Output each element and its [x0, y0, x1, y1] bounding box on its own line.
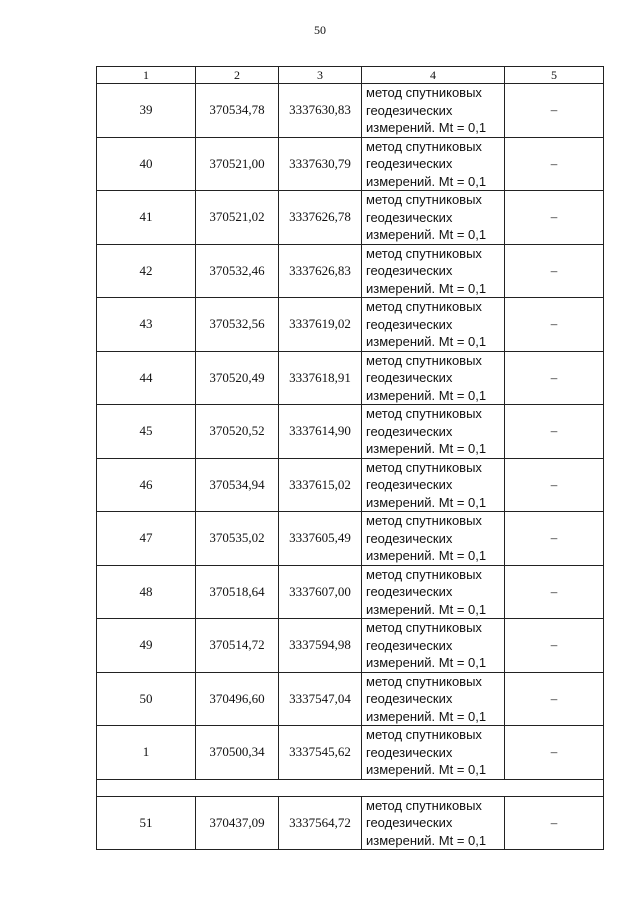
- column-5-cell: –: [505, 726, 604, 780]
- method-cell: [362, 298, 505, 352]
- column-5-cell: –: [505, 672, 604, 726]
- column-5-cell: –: [505, 458, 604, 512]
- table-row: [97, 244, 604, 298]
- point-number-cell: 51: [97, 796, 196, 850]
- header-col-3: 3: [279, 67, 362, 84]
- x-coordinate-cell: 370532,46: [196, 244, 279, 298]
- y-coordinate-cell: 3337607,00: [279, 565, 362, 619]
- point-number-cell: 41: [97, 191, 196, 245]
- y-coordinate-cell: 3337605,49: [279, 512, 362, 566]
- x-coordinate-cell: 370520,52: [196, 405, 279, 459]
- column-5-cell: –: [505, 796, 604, 850]
- column-5-cell: –: [505, 351, 604, 405]
- method-text-line: метод спутниковых: [366, 352, 482, 368]
- method-text-line: метод спутниковых: [366, 620, 482, 635]
- method-cell: [362, 137, 505, 191]
- method-text-line: геодезических: [366, 744, 453, 760]
- header-col-2: 2: [196, 67, 279, 84]
- x-coordinate-cell: 370518,64: [196, 565, 279, 619]
- table-row: [97, 672, 604, 726]
- point-number-cell: 39: [97, 84, 196, 138]
- y-coordinate-cell: 3337614,90: [279, 405, 362, 459]
- y-coordinate-cell: 3337626,78: [279, 191, 362, 245]
- method-text-line: измерений. Mt = 0,1: [366, 601, 487, 617]
- page-number: 50: [314, 23, 326, 37]
- section-gap-cell: [97, 779, 604, 796]
- method-text-line: метод спутниковых: [366, 673, 482, 689]
- y-coordinate-cell: 3337619,02: [279, 298, 362, 352]
- method-text-line: измерений. Mt = 0,1: [366, 494, 487, 510]
- method-text-line: измерений. Mt = 0,1: [366, 548, 487, 563]
- method-text-line: измерений. Mt = 0,1: [366, 387, 487, 403]
- y-coordinate-cell: 3337626,83: [279, 244, 362, 298]
- method-cell: [362, 84, 505, 138]
- method-cell: [362, 672, 505, 726]
- method-text-line: метод спутниковых: [366, 138, 482, 154]
- y-coordinate-cell: 3337564,72: [279, 796, 362, 850]
- method-text-line: геодезических: [366, 815, 453, 830]
- point-number-cell: 40: [97, 137, 196, 191]
- method-text-line: метод спутниковых: [366, 406, 482, 421]
- table-row: [97, 512, 604, 566]
- table-row: [97, 84, 604, 138]
- y-coordinate-cell: 3337618,91: [279, 351, 362, 405]
- x-coordinate-cell: 370534,78: [196, 84, 279, 138]
- x-coordinate-cell: 370521,00: [196, 137, 279, 191]
- table-row: [97, 726, 604, 780]
- method-cell: [362, 565, 505, 619]
- x-coordinate-cell: 370514,72: [196, 619, 279, 673]
- coordinates-table: [96, 66, 604, 850]
- method-text-line: метод спутниковых: [366, 299, 482, 314]
- point-number-cell: 49: [97, 619, 196, 673]
- method-text-line: геодезических: [366, 209, 453, 225]
- method-text-line: метод спутниковых: [366, 566, 482, 582]
- column-5-cell: –: [505, 84, 604, 138]
- method-text-line: измерений. Mt = 0,1: [366, 173, 487, 189]
- method-text-line: измерений. Mt = 0,1: [366, 280, 487, 296]
- table-row: [97, 565, 604, 619]
- method-text-line: геодезических: [366, 316, 453, 332]
- column-5-cell: –: [505, 298, 604, 352]
- method-text-line: измерений. Mt = 0,1: [366, 762, 487, 777]
- method-text-line: геодезических: [366, 370, 453, 385]
- x-coordinate-cell: 370520,49: [196, 351, 279, 405]
- method-text-line: измерений. Mt = 0,1: [366, 334, 487, 349]
- x-coordinate-cell: 370535,02: [196, 512, 279, 566]
- table-row: [97, 351, 604, 405]
- table-section-gap: [97, 779, 604, 796]
- y-coordinate-cell: 3337547,04: [279, 672, 362, 726]
- method-cell: [362, 191, 505, 245]
- column-5-cell: –: [505, 405, 604, 459]
- method-cell: [362, 726, 505, 780]
- method-text-line: геодезических: [366, 637, 453, 653]
- method-text-line: измерений. Mt = 0,1: [366, 655, 487, 670]
- table-row: [97, 458, 604, 512]
- table-row: [97, 191, 604, 245]
- method-cell: [362, 619, 505, 673]
- table-row: [97, 298, 604, 352]
- method-text-line: геодезических: [366, 477, 453, 492]
- method-cell: [362, 405, 505, 459]
- method-text-line: геодезических: [366, 584, 453, 599]
- x-coordinate-cell: 370534,94: [196, 458, 279, 512]
- method-text-line: измерений. Mt = 0,1: [366, 227, 487, 242]
- y-coordinate-cell: 3337594,98: [279, 619, 362, 673]
- point-number-cell: 1: [97, 726, 196, 780]
- x-coordinate-cell: 370500,34: [196, 726, 279, 780]
- method-text-line: метод спутниковых: [366, 513, 482, 528]
- column-5-cell: –: [505, 137, 604, 191]
- point-number-cell: 50: [97, 672, 196, 726]
- method-cell: [362, 244, 505, 298]
- method-text-line: измерений. Mt = 0,1: [366, 832, 487, 848]
- y-coordinate-cell: 3337545,62: [279, 726, 362, 780]
- header-col-4: 4: [362, 67, 505, 84]
- method-text-line: метод спутниковых: [366, 727, 482, 742]
- table-row: [97, 405, 604, 459]
- column-5-cell: –: [505, 512, 604, 566]
- table-row: [97, 796, 604, 850]
- column-5-cell: –: [505, 619, 604, 673]
- header-col-1: 1: [97, 67, 196, 84]
- point-number-cell: 47: [97, 512, 196, 566]
- method-text-line: геодезических: [366, 156, 453, 171]
- table-row: [97, 137, 604, 191]
- table-header-row: [97, 67, 604, 84]
- method-cell: [362, 351, 505, 405]
- coordinates-table-body: [97, 67, 604, 850]
- method-cell: [362, 458, 505, 512]
- method-text-line: метод спутниковых: [366, 459, 482, 475]
- method-text-line: геодезических: [366, 423, 453, 439]
- method-text-line: метод спутниковых: [366, 245, 482, 261]
- point-number-cell: 46: [97, 458, 196, 512]
- header-col-5: 5: [505, 67, 604, 84]
- method-text-line: геодезических: [366, 691, 453, 706]
- x-coordinate-cell: 370496,60: [196, 672, 279, 726]
- x-coordinate-cell: 370437,09: [196, 796, 279, 850]
- method-text-line: геодезических: [366, 530, 453, 546]
- x-coordinate-cell: 370532,56: [196, 298, 279, 352]
- point-number-cell: 45: [97, 405, 196, 459]
- method-text-line: метод спутниковых: [366, 85, 482, 100]
- method-cell: [362, 796, 505, 850]
- method-text-line: измерений. Mt = 0,1: [366, 441, 487, 456]
- method-text-line: метод спутниковых: [366, 797, 482, 813]
- x-coordinate-cell: 370521,02: [196, 191, 279, 245]
- y-coordinate-cell: 3337630,79: [279, 137, 362, 191]
- method-text-line: геодезических: [366, 102, 453, 118]
- y-coordinate-cell: 3337615,02: [279, 458, 362, 512]
- method-text-line: геодезических: [366, 263, 453, 278]
- method-text-line: измерений. Mt = 0,1: [366, 708, 487, 724]
- method-cell: [362, 512, 505, 566]
- column-5-cell: –: [505, 244, 604, 298]
- method-text-line: измерений. Mt = 0,1: [366, 120, 487, 135]
- y-coordinate-cell: 3337630,83: [279, 84, 362, 138]
- column-5-cell: –: [505, 565, 604, 619]
- point-number-cell: 43: [97, 298, 196, 352]
- point-number-cell: 42: [97, 244, 196, 298]
- method-text-line: метод спутниковых: [366, 192, 482, 207]
- table-row: [97, 619, 604, 673]
- point-number-cell: 48: [97, 565, 196, 619]
- point-number-cell: 44: [97, 351, 196, 405]
- column-5-cell: –: [505, 191, 604, 245]
